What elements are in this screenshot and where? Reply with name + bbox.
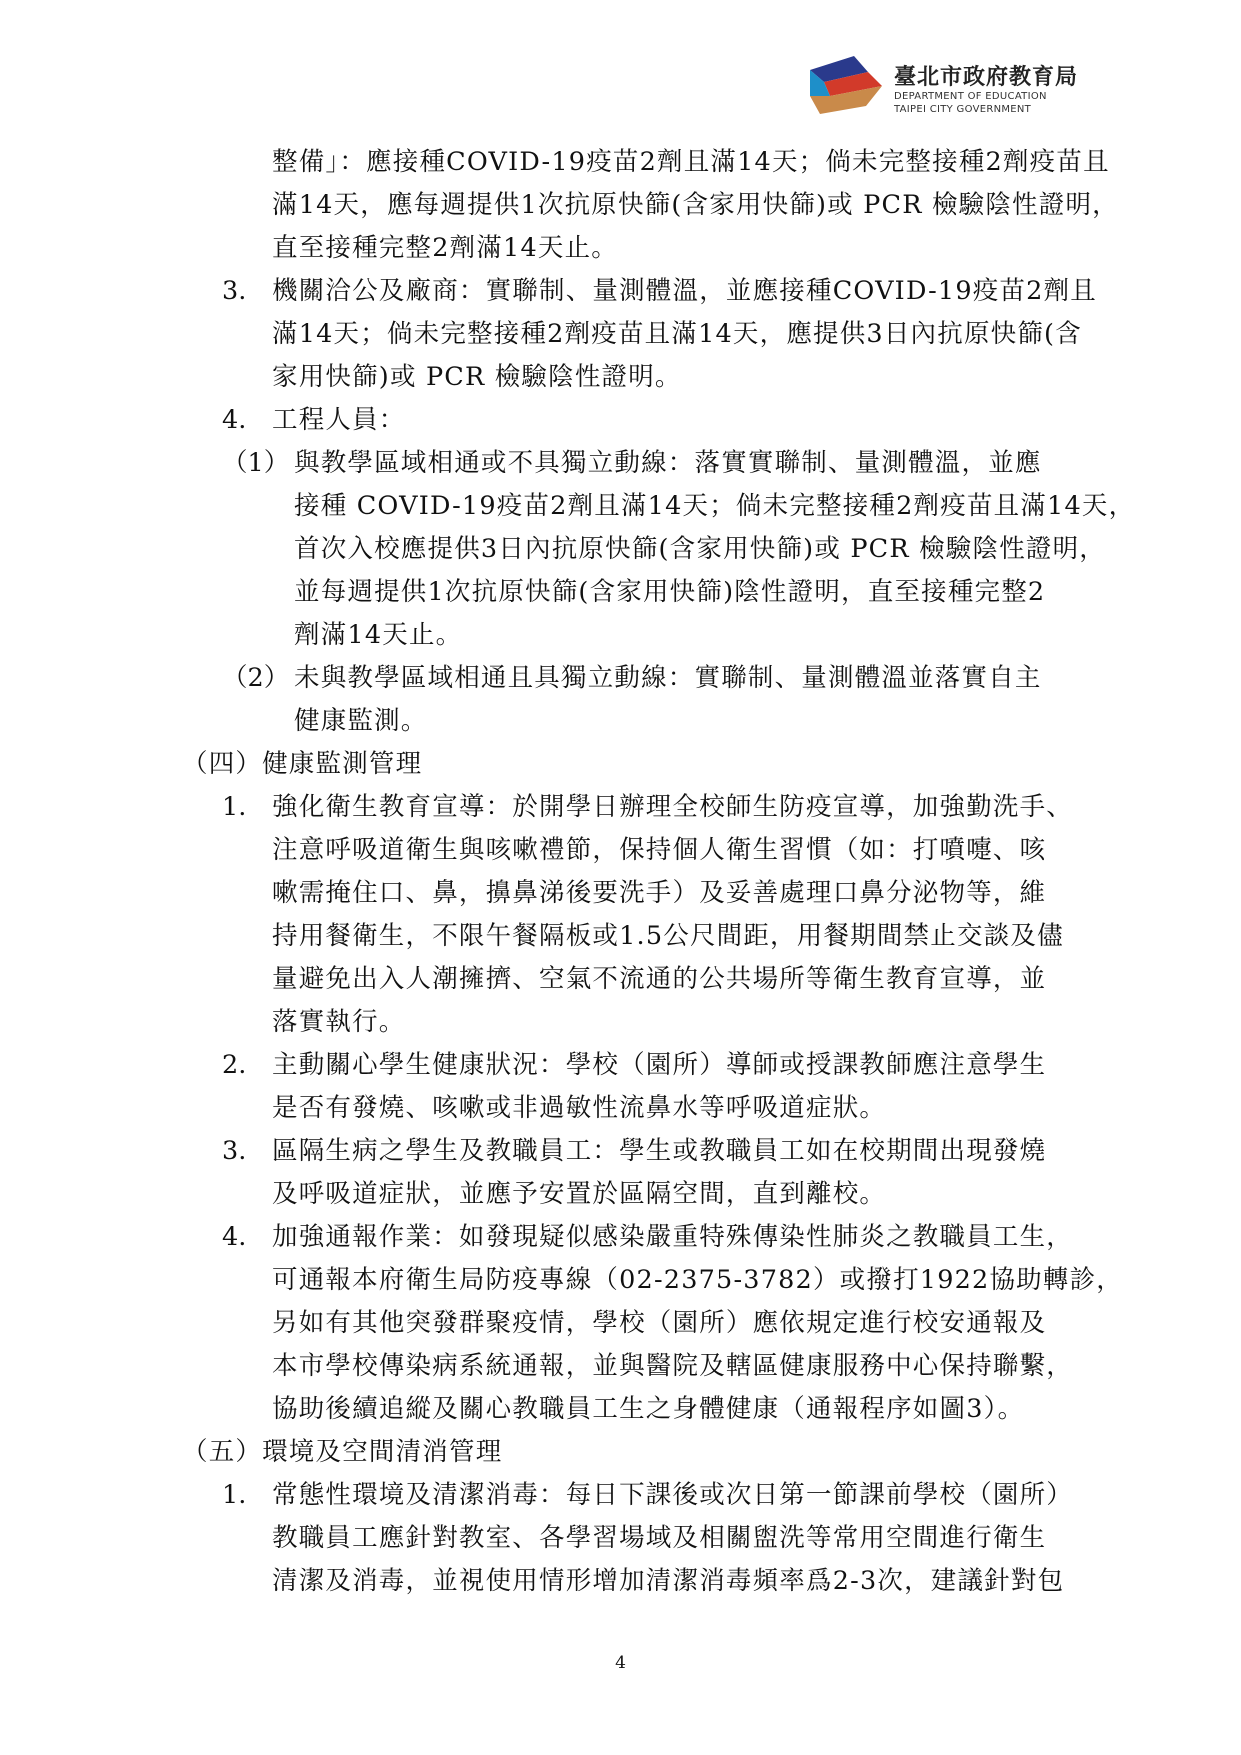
text-line: 工程人員： [272,405,406,435]
list-number: 2. [222,1050,247,1080]
text-line: 接種 COVID-19疫苗2劑且滿14天；倘未完整接種2劑疫苗且滿14天， [294,491,1136,521]
org-name-cn: 臺北市政府教育局 [894,65,1079,90]
text-line: 落實執行。 [272,1007,406,1037]
text-line: 區隔生病之學生及教職員工：學生或教職員工如在校期間出現發燒 [272,1136,1047,1166]
list-number: 3. [222,1136,247,1166]
text-line: 滿14天；倘未完整接種2劑疫苗且滿14天，應提供3日內抗原快篩(含 [272,319,1082,349]
text-line: 整備」：應接種COVID-19疫苗2劑且滿14天；倘未完整接種2劑疫苗且 [272,147,1110,177]
text-line: 量避免出入人潮擁擠、空氣不流通的公共場所等衛生教育宣導，並 [272,964,1047,994]
text-line: 未與教學區域相通且具獨立動線：實聯制、量測體溫並落實自主 [294,663,1042,693]
text-line: 首次入校應提供3日內抗原快篩(含家用快篩)或 PCR 檢驗陰性證明， [294,534,1107,564]
list-number: 3. [222,276,247,306]
list-number: 1. [222,792,247,822]
text-line: 是否有發燒、咳嗽或非過敏性流鼻水等呼吸道症狀。 [272,1093,887,1123]
text-line: 及呼吸道症狀，並應予安置於區隔空間，直到離校。 [272,1179,887,1209]
header-logo [810,54,1120,120]
text-line: 強化衛生教育宣導：於開學日辦理全校師生防疫宣導，加強勤洗手、 [272,792,1074,822]
org-name-en-line2: TAIPEI CITY GOVERNMENT [894,104,1032,115]
text-line: 協助後續追縱及關心教職員工生之身體健康（通報程序如圖3）。 [272,1394,1025,1424]
text-line: 主動關心學生健康狀況：學校（園所）導師或授課教師應注意學生 [272,1050,1047,1080]
taipei-education-logo-icon [810,56,882,118]
text-line: 注意呼吸道衛生與咳嗽禮節，保持個人衛生習慣（如：打噴嚏、咳 [272,835,1047,865]
text-line: 直至接種完整2劑滿14天止。 [272,233,618,263]
section-heading: （四）健康監測管理 [182,749,423,779]
list-number: 1. [222,1480,247,1510]
text-line: 健康監測。 [294,706,428,736]
sub-list-number: （2） [222,663,290,693]
text-line: 持用餐衛生，不限午餐隔板或1.5公尺間距，用餐期間禁止交談及儘 [272,921,1064,951]
text-line: 劑滿14天止。 [294,620,463,650]
text-line: 加強通報作業：如發現疑似感染嚴重特殊傳染性肺炎之教職員工生， [272,1222,1074,1252]
list-number: 4. [222,405,247,435]
text-line: 可通報本府衛生局防疫專線（02-2375-3782）或撥打1922協助轉診， [272,1265,1123,1295]
sub-list-number: （1） [222,448,290,478]
text-line: 本市學校傳染病系統通報，並與醫院及轄區健康服務中心保持聯繫， [272,1351,1074,1381]
list-number: 4. [222,1222,247,1252]
text-line: 滿14天，應每週提供1次抗原快篩(含家用快篩)或 PCR 檢驗陰性證明， [272,190,1119,220]
text-line: 另如有其他突發群聚疫情，學校（園所）應依規定進行校安通報及 [272,1308,1047,1338]
text-line: 機關洽公及廠商：實聯制、量測體溫，並應接種COVID-19疫苗2劑且 [272,276,1097,306]
text-line: 常態性環境及清潔消毒：每日下課後或次日第一節課前學校（園所） [272,1480,1074,1510]
text-line: 清潔及消毒，並視使用情形增加清潔消毒頻率爲2-3次，建議針對包 [272,1566,1065,1596]
section-heading: （五）環境及空間清消管理 [182,1437,503,1467]
text-line: 與教學區域相通或不具獨立動線：落實實聯制、量測體溫，並應 [294,448,1042,478]
text-line: 教職員工應針對教室、各學習場域及相關盥洗等常用空間進行衛生 [272,1523,1047,1553]
text-line: 嗽需掩住口、鼻，擤鼻涕後要洗手）及妥善處理口鼻分泌物等，維 [272,878,1047,908]
text-line: 家用快篩)或 PCR 檢驗陰性證明。 [272,362,682,392]
text-line: 並每週提供1次抗原快篩(含家用快篩)陰性證明，直至接種完整2 [294,577,1046,607]
page-number: 4 [615,1653,626,1673]
org-name-en-line1: DEPARTMENT OF EDUCATION [894,91,1047,102]
